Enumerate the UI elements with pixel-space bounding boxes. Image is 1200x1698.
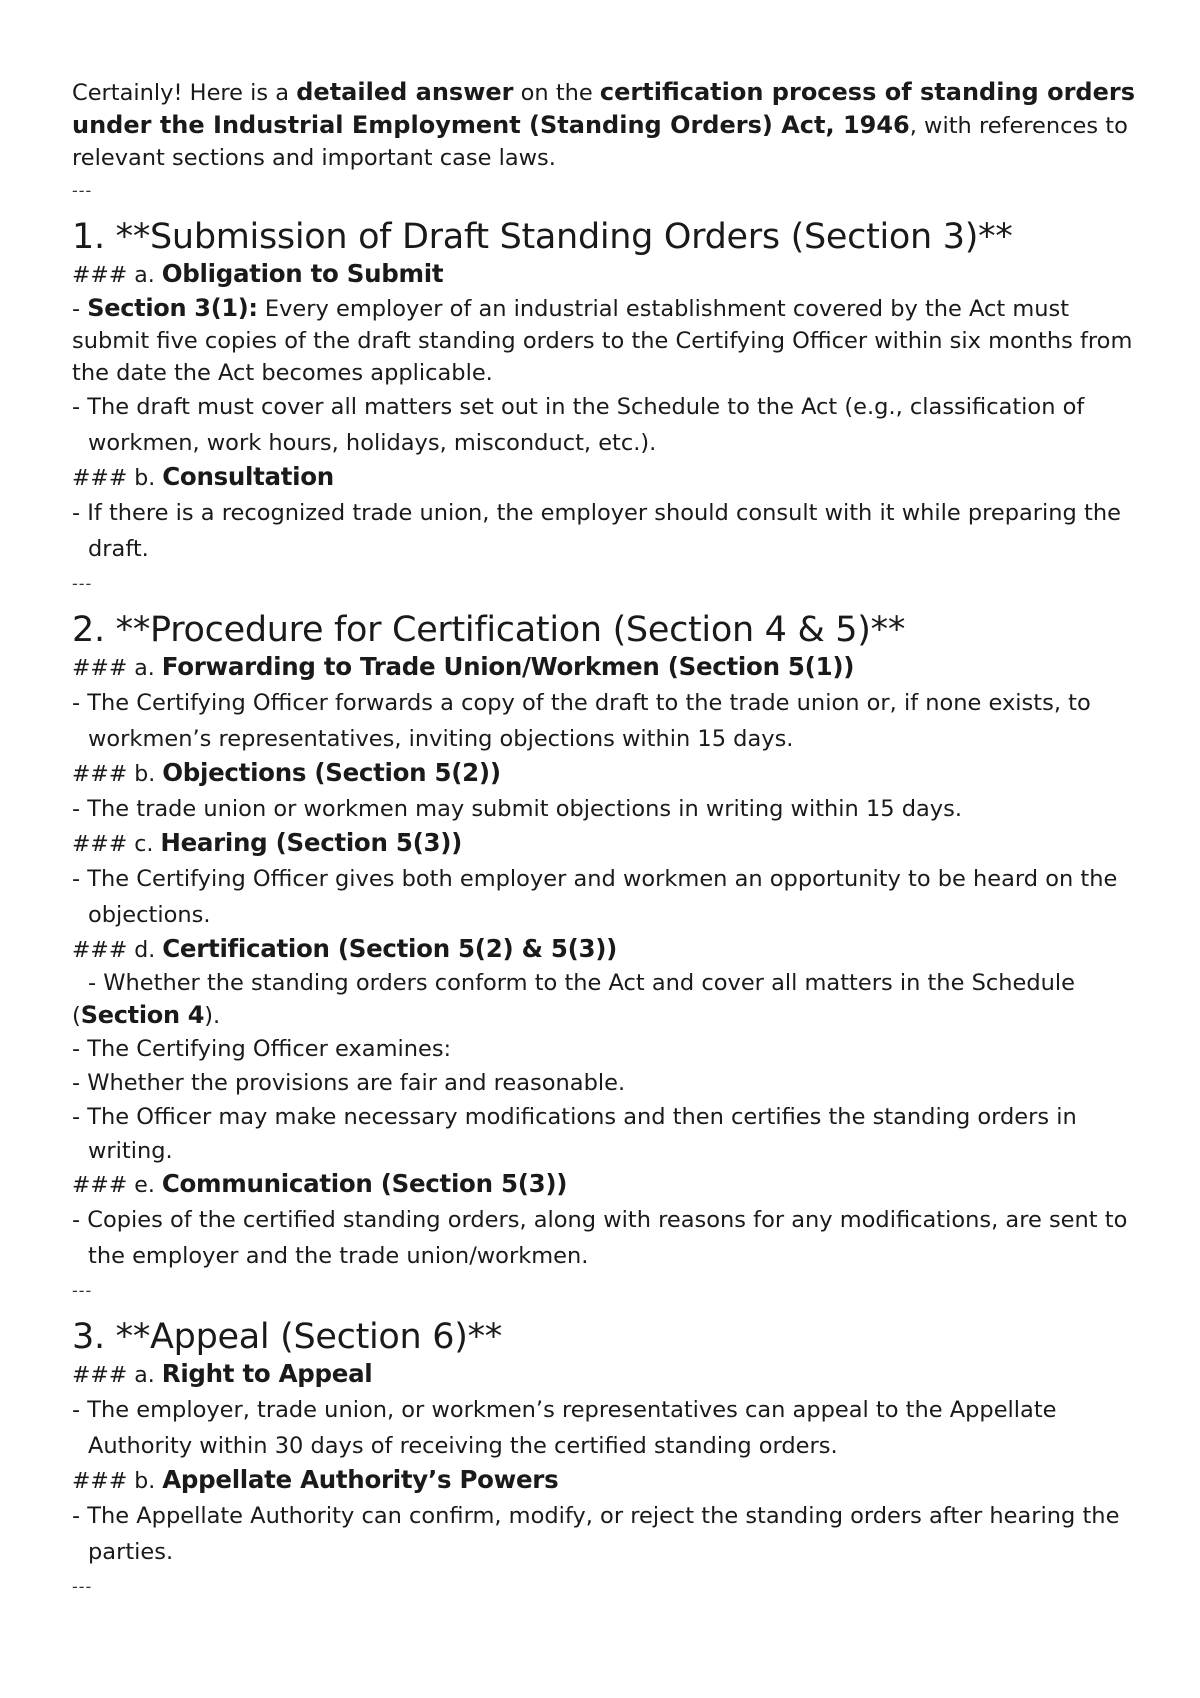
- paragraph-end: ).: [204, 1003, 221, 1029]
- heading-prefix: ### a.: [72, 263, 162, 288]
- list-item: - The Officer may make necessary modifications and then certifies the standing orders in writing.: [72, 1104, 1077, 1164]
- list-item: - Whether the provisions are fair and reasonable.: [72, 1070, 626, 1096]
- document-page: [72, 76, 1152, 1612]
- section-2d-heading: [72, 933, 1152, 967]
- heading-prefix: ### e.: [72, 1173, 162, 1198]
- paragraph-text: Every employer of an industrial establishment covered by the Act must submit five copies of the draft standing orders to the Certifying Officer within six months from the date the Act becomes applicable.: [72, 296, 1133, 386]
- list-item: - The Appellate Authority can confirm, modify, or reject the standing orders after hearing the parties.: [72, 1503, 1120, 1565]
- heading-title: Objections (Section 5(2)): [162, 758, 501, 787]
- heading-prefix: ### b.: [72, 1469, 163, 1494]
- heading-title: Consultation: [162, 462, 334, 491]
- heading-title: Certification (Section 5(2) & 5(3)): [162, 934, 618, 963]
- list-item: - The trade union or workmen may submit objections in writing within 15 days.: [72, 796, 962, 822]
- section-2b-heading: [72, 757, 1152, 791]
- section-1a-paragraph: [72, 292, 1152, 389]
- heading-prefix: ### b.: [72, 762, 163, 787]
- heading-title: Appellate Authority’s Powers: [162, 1465, 559, 1494]
- section-3b-heading: [72, 1464, 1152, 1498]
- heading-title: Obligation to Submit: [161, 259, 444, 288]
- list-item: - If there is a recognized trade union, the employer should consult with it while preparing the draft.: [72, 500, 1121, 562]
- section-2d-paragraph: [72, 967, 1152, 1032]
- heading-title: Forwarding to Trade Union/Workmen (Section 5(1)): [161, 652, 855, 681]
- section-1-heading: 1. **Submission of Draft Standing Orders (Section 3)**: [72, 217, 1013, 257]
- heading-title: Hearing (Section 5(3)): [160, 828, 463, 857]
- intro-bold-2: certification process of standing orders under the Industrial Employment (Standing Orders) Act, 1946: [72, 78, 1135, 139]
- intro-text-3: , with references to relevant sections and important case laws.: [72, 113, 1128, 171]
- intro-bold-1: detailed answer: [296, 78, 514, 106]
- section-ref: Section 4: [80, 1001, 205, 1029]
- section-2-heading: 2. **Procedure for Certification (Section 4 & 5)**: [72, 610, 906, 650]
- heading-prefix: ### c.: [72, 832, 161, 857]
- separator: ---: [72, 181, 93, 200]
- section-2e-heading: [72, 1168, 1152, 1202]
- heading-prefix: ### a.: [72, 1363, 162, 1388]
- heading-prefix: ### d.: [72, 938, 163, 963]
- intro-text-1: Certainly! Here is a: [72, 80, 297, 106]
- separator: ---: [72, 1577, 93, 1596]
- section-3a-heading: [72, 1358, 1152, 1392]
- section-2c-heading: [72, 827, 1152, 861]
- heading-prefix: ### b.: [72, 466, 163, 491]
- section-ref: Section 3(1):: [87, 294, 258, 322]
- list-item: - The Certifying Officer forwards a copy of the draft to the trade union or, if none exists, to workmen’s representatives, inviting objections within 15 days.: [72, 690, 1091, 752]
- list-item: - The employer, trade union, or workmen’s representatives can appeal to the Appellate Authority within 30 days of receiving the certified standing orders.: [72, 1397, 1057, 1459]
- dash: -: [72, 296, 88, 322]
- intro-text-2: on the: [513, 80, 600, 106]
- paragraph-text: - Whether the standing orders conform to the Act and cover all matters in the Schedule (: [72, 970, 1075, 1029]
- list-item: - The draft must cover all matters set out in the Schedule to the Act (e.g., classification of workmen, work hours, holidays, misconduct, etc.).: [72, 394, 1085, 456]
- heading-title: Right to Appeal: [161, 1359, 373, 1388]
- heading-title: Communication (Section 5(3)): [161, 1169, 568, 1198]
- list-item: - Copies of the certified standing orders, along with reasons for any modifications, are sent to the employer and the trade union/workmen.: [72, 1207, 1128, 1269]
- separator: ---: [72, 1281, 93, 1300]
- section-1a-heading: [72, 258, 1152, 292]
- section-2a-heading: [72, 651, 1152, 685]
- section-1b-heading: [72, 461, 1152, 495]
- list-item: - The Certifying Officer examines:: [72, 1036, 452, 1062]
- heading-prefix: ### a.: [72, 656, 162, 681]
- intro-paragraph: [72, 76, 1152, 174]
- section-3-heading: 3. **Appeal (Section 6)**: [72, 1317, 502, 1357]
- separator: ---: [72, 574, 93, 593]
- list-item: - The Certifying Officer gives both employer and workmen an opportunity to be heard on the objections.: [72, 866, 1118, 928]
